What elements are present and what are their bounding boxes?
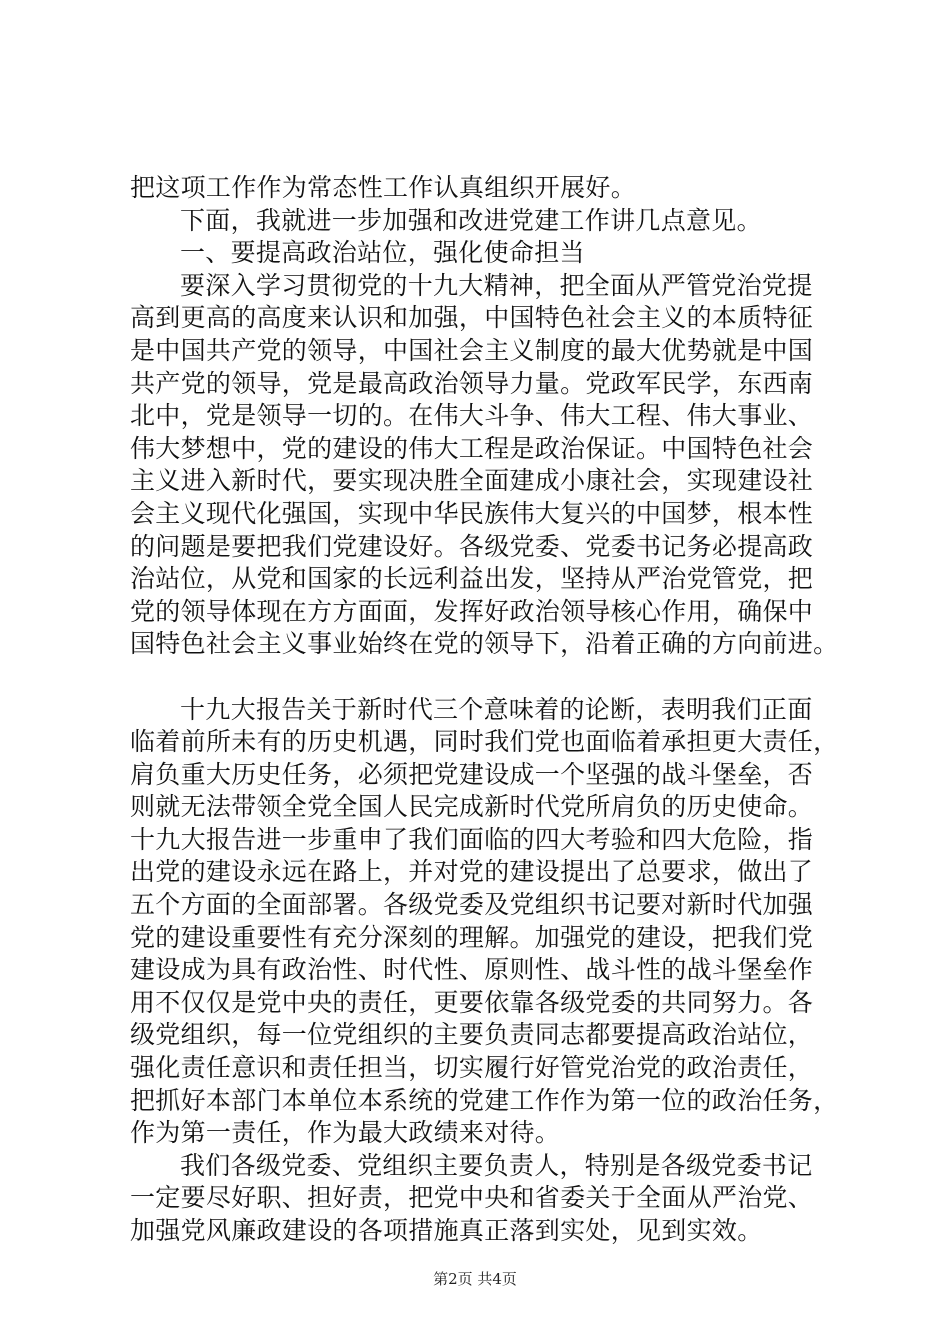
text-line: 肩负重大历史任务，必须把党建设成一个坚强的战斗堡垒，否 <box>130 759 814 789</box>
text-line: 下面，我就进一步加强和改进党建工作讲几点意见。 <box>180 205 762 235</box>
text-line: 用不仅仅是党中央的责任，更要依靠各级党委的共同努力。各 <box>130 987 814 1017</box>
text-line: 十九大报告进一步重申了我们面临的四大考验和四大危险，指 <box>130 824 814 854</box>
paragraph <box>130 694 860 1150</box>
text-line: 国特色社会主义事业始终在党的领导下，沿着正确的方向前进。 <box>130 629 839 659</box>
text-line: 的问题是要把我们党建设好。各级党委、党委书记务必提高政 <box>130 531 814 561</box>
text-line: 强化责任意识和责任担当，切实履行好管党治党的政治责任， <box>130 1053 814 1083</box>
text-line: 是中国共产党的领导，中国社会主义制度的最大优势就是中国 <box>130 335 814 365</box>
text-line: 五个方面的全面部署。各级党委及党组织书记要对新时代加强 <box>130 890 814 920</box>
text-line: 我们各级党委、党组织主要负责人，特别是各级党委书记 <box>180 1150 813 1180</box>
text-line: 级党组织，每一位党组织的主要负责同志都要提高政治站位， <box>130 1020 814 1050</box>
text-line: 作为第一责任，作为最大政绩来对待。 <box>130 1118 561 1148</box>
text-line: 十九大报告关于新时代三个意味着的论断，表明我们正面 <box>180 694 813 724</box>
text-line: 临着前所未有的历史机遇，同时我们党也面临着承担更大责任， <box>130 727 839 757</box>
text-line: 把这项工作作为常态性工作认真组织开展好。 <box>130 173 637 202</box>
text-line: 一、要提高政治站位，强化使命担当 <box>180 238 585 268</box>
page-footer: 第2页 共4页 <box>433 1270 517 1288</box>
text-line: 会主义现代化强国，实现中华民族伟大复兴的中国梦，根本性 <box>130 498 814 528</box>
paragraph <box>130 1150 860 1248</box>
text-line: 伟大梦想中，党的建设的伟大工程是政治保证。中国特色社会 <box>130 433 814 463</box>
paragraph <box>130 270 860 661</box>
text-line: 加强党风廉政建设的各项措施真正落到实处，见到实效。 <box>130 1216 763 1245</box>
text-line: 把抓好本部门本单位本系统的党建工作作为第一位的政治任务， <box>130 1085 839 1115</box>
paragraph-gap <box>130 661 860 694</box>
text-line: 北中，党是领导一切的。在伟大斗争、伟大工程、伟大事业、 <box>130 401 814 431</box>
text-line: 出党的建设永远在路上，并对党的建设提出了总要求，做出了 <box>130 857 814 887</box>
text-line: 一定要尽好职、担好责，把党中央和省委关于全面从严治党、 <box>130 1183 814 1213</box>
text-line: 党的领导体现在方方面面，发挥好政治领导核心作用，确保中 <box>130 596 814 626</box>
paragraph <box>130 172 860 205</box>
text-line: 则就无法带领全党全国人民完成新时代党所肩负的历史使命。 <box>130 792 814 822</box>
text-line: 要深入学习贯彻党的十九大精神，把全面从严管党治党提 <box>180 270 813 300</box>
text-line: 治站位，从党和国家的长远利益出发，坚持从严治党管党，把 <box>130 564 814 594</box>
text-line: 主义进入新时代，要实现决胜全面建成小康社会，实现建设社 <box>130 466 814 496</box>
text-line: 党的建设重要性有充分深刻的理解。加强党的建设，把我们党 <box>130 922 814 952</box>
text-line: 建设成为具有政治性、时代性、原则性、战斗性的战斗堡垒作 <box>130 955 814 985</box>
text-line: 高到更高的高度来认识和加强，中国特色社会主义的本质特征 <box>130 303 814 333</box>
document-body <box>130 172 860 1248</box>
paragraph <box>130 205 860 238</box>
text-line: 共产党的领导，党是最高政治领导力量。党政军民学，东西南 <box>130 368 814 398</box>
paragraph <box>130 237 860 270</box>
